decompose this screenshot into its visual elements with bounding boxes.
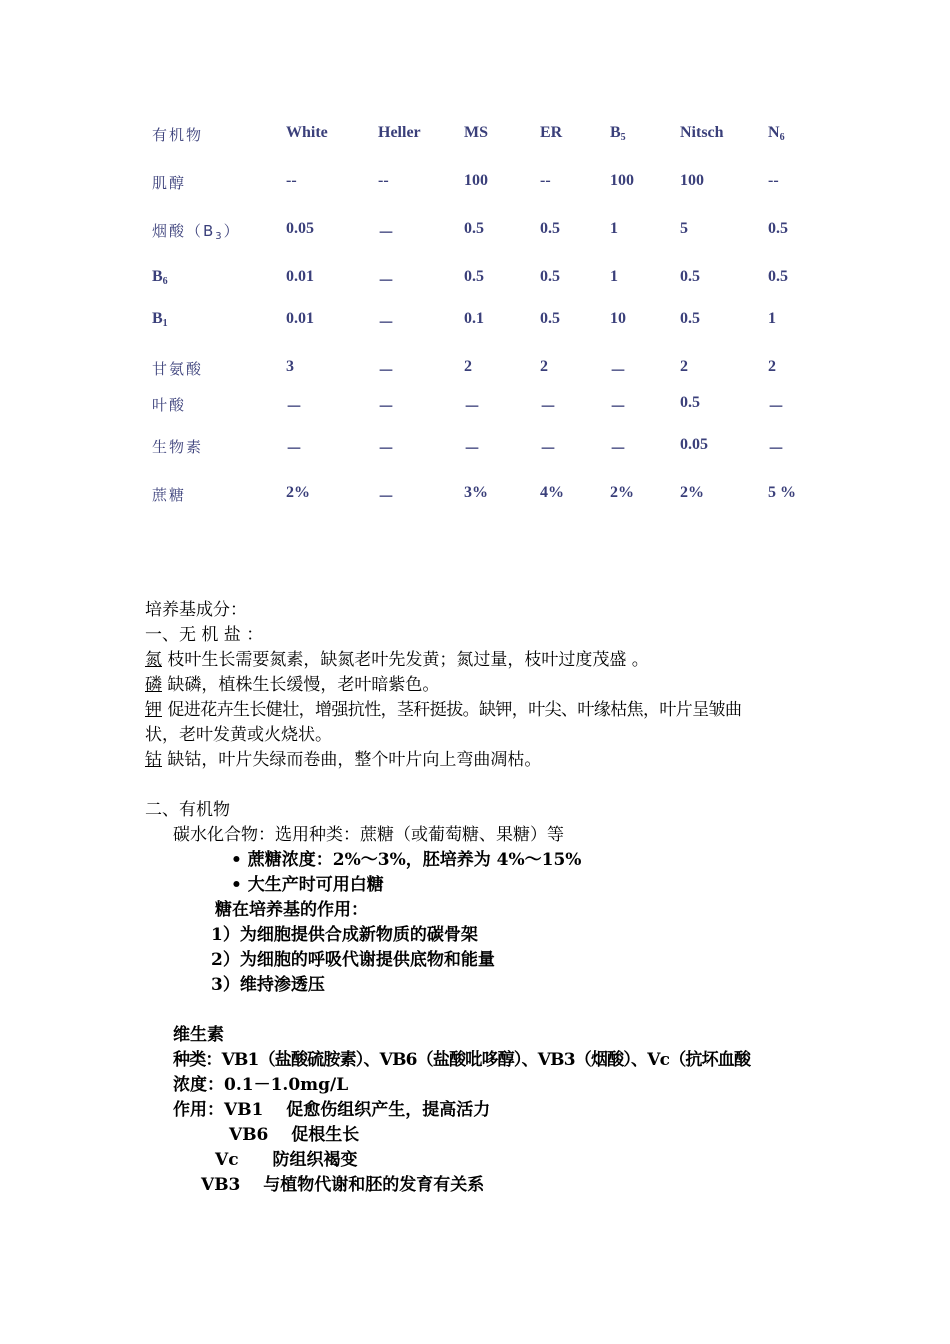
table-cell: －	[610, 441, 627, 458]
table-cell: 0.5	[680, 268, 700, 285]
vitamin-concentration: 浓度：0.1－1.0mg/L	[173, 1075, 349, 1095]
table-cell: －	[610, 363, 627, 380]
section-title-inorganic: 一、无 机 盐 ：	[145, 625, 264, 645]
table-cell: 2	[464, 358, 472, 375]
header-organic: 有机物	[152, 126, 204, 144]
table-cell: －	[540, 441, 557, 458]
table-row	[140, 310, 820, 334]
table-cell: 0.01	[286, 310, 314, 327]
row-label: 生物素	[152, 438, 204, 456]
table-cell: －	[286, 399, 303, 416]
bullet-item: • 蔗糖浓度：2%～3%，胚培养为 4%～15%	[231, 850, 582, 870]
table-cell: 1	[610, 220, 618, 237]
sugar-role-item: 1）为细胞提供合成新物质的碳骨架	[211, 925, 478, 945]
header-heller: Heller	[378, 124, 421, 141]
vitamin-title: 维生素	[173, 1025, 224, 1045]
row-label: 叶酸	[152, 396, 187, 414]
document-body	[145, 598, 815, 1198]
row-label: $B_1$	[152, 310, 168, 329]
table-cell: 2	[540, 358, 548, 375]
table-cell: 0.05	[286, 220, 314, 237]
table-cell: －	[378, 399, 395, 416]
phosphorus-label: 磷	[145, 675, 162, 695]
potassium-label: 钾	[145, 700, 162, 720]
section-title-organic: 二、有机物	[145, 800, 230, 820]
table-row	[140, 436, 820, 460]
header-b5: $B_5$	[610, 124, 626, 143]
table-cell: －	[378, 225, 395, 242]
table-row	[140, 358, 820, 382]
sugar-role-title: 糖在培养基的作用：	[215, 900, 368, 920]
cobalt-line	[145, 748, 815, 773]
table-cell: 1	[610, 268, 618, 285]
table-cell: －	[378, 441, 395, 458]
potassium-text: 促进花卉生长健壮，增强抗性，茎秆挺拔。缺钾，叶尖、叶缘枯焦，叶片呈皱曲	[167, 700, 742, 720]
vitamin-types: 种类：VB1（盐酸硫胺素）、VB6（盐酸吡哆醇）、VB3（烟酸）、Vc（抗坏血酸	[173, 1050, 751, 1070]
row-label: 肌醇	[152, 174, 187, 192]
header-ms: MS	[464, 124, 488, 141]
nitrogen-label: 氮	[145, 650, 162, 670]
potassium-text-cont: 状，老叶发黄或火烧状。	[145, 725, 332, 745]
table-cell: 5 %	[768, 484, 796, 501]
table-cell: 5	[680, 220, 688, 237]
table-cell: －	[768, 441, 785, 458]
table-cell: 2%	[610, 484, 634, 501]
table-cell: 0.5	[464, 220, 484, 237]
table-cell: --	[286, 172, 297, 189]
table-cell: 2	[768, 358, 776, 375]
vitamin-use: Vc 防组织褐变	[215, 1150, 358, 1170]
table-cell: 0.5	[540, 310, 560, 327]
cobalt-label: 钴	[145, 750, 162, 770]
table-row	[140, 268, 820, 292]
sugar-role-item: 2）为细胞的呼吸代谢提供底物和能量	[211, 950, 495, 970]
row-label: 甘氨酸	[152, 360, 204, 378]
table-cell: 3%	[464, 484, 488, 501]
row-label: 蔗糖	[152, 486, 187, 504]
vitamin-use: 作用：VB1 促愈伤组织产生，提高活力	[173, 1100, 491, 1120]
row-label: $B_6$	[152, 268, 168, 287]
table-cell: --	[768, 172, 779, 189]
table-cell: 0.5	[680, 394, 700, 411]
table-cell: --	[378, 172, 389, 189]
table-cell: --	[540, 172, 551, 189]
table-cell: －	[378, 489, 395, 506]
bullet-item: • 大生产时可用白糖	[231, 875, 384, 895]
table-cell: 0.01	[286, 268, 314, 285]
phosphorus-text: 缺磷，植株生长缓慢，老叶暗紫色。	[167, 675, 440, 695]
table-cell: 0.5	[464, 268, 484, 285]
table-cell: 0.5	[768, 268, 788, 285]
table-cell: －	[378, 273, 395, 290]
table-row	[140, 484, 820, 508]
header-nitsch: Nitsch	[680, 124, 724, 141]
table-cell: 0.05	[680, 436, 708, 453]
vitamin-use: VB6 促根生长	[229, 1125, 360, 1145]
table-cell: 100	[680, 172, 704, 189]
table-cell: 3	[286, 358, 294, 375]
potassium-line	[145, 698, 815, 723]
table-cell: －	[378, 315, 395, 332]
table-cell: 2	[680, 358, 688, 375]
table-cell: －	[378, 363, 395, 380]
table-row	[140, 172, 820, 196]
vitamin-use: VB3 与植物代谢和胚的发育有关系	[201, 1175, 485, 1195]
table-cell: 10	[610, 310, 626, 327]
table-cell: 2%	[286, 484, 310, 501]
phosphorus-line	[145, 673, 815, 698]
table-cell: －	[464, 399, 481, 416]
table-cell: 0.5	[768, 220, 788, 237]
table-cell: 2%	[680, 484, 704, 501]
table-cell: －	[540, 399, 557, 416]
table-cell: 100	[464, 172, 488, 189]
table-cell: 4%	[540, 484, 564, 501]
table-row	[140, 220, 820, 244]
table-cell: －	[768, 399, 785, 416]
table-cell: －	[610, 399, 627, 416]
cobalt-text: 缺钴，叶片失绿而卷曲，整个叶片向上弯曲凋枯。	[167, 750, 542, 770]
header-n6: $N_6$	[768, 124, 785, 143]
carbohydrate-line: 碳水化合物：选用种类：蔗糖（或葡萄糖、果糖）等	[173, 825, 564, 845]
table-cell: 0.1	[464, 310, 484, 327]
table-cell: －	[286, 441, 303, 458]
nitrogen-line	[145, 648, 815, 673]
page-heading: 培养基成分：	[145, 600, 247, 620]
table-row	[140, 394, 820, 418]
table-cell: 100	[610, 172, 634, 189]
table-cell: 0.5	[680, 310, 700, 327]
nitrogen-text: 枝叶生长需要氮素，缺氮老叶先发黄；氮过量，枝叶过度茂盛 。	[167, 650, 649, 670]
spacer	[145, 773, 815, 798]
row-label: 烟酸$(B_3)$	[152, 222, 241, 242]
sugar-role-item: 3）维持渗透压	[211, 975, 325, 995]
table-cell: 0.5	[540, 268, 560, 285]
table-cell: －	[464, 441, 481, 458]
header-white: White	[286, 124, 328, 141]
header-er: ER	[540, 124, 563, 141]
table-header-row	[140, 124, 820, 148]
spacer	[145, 998, 815, 1023]
table-cell: 0.5	[540, 220, 560, 237]
table-cell: 1	[768, 310, 776, 327]
